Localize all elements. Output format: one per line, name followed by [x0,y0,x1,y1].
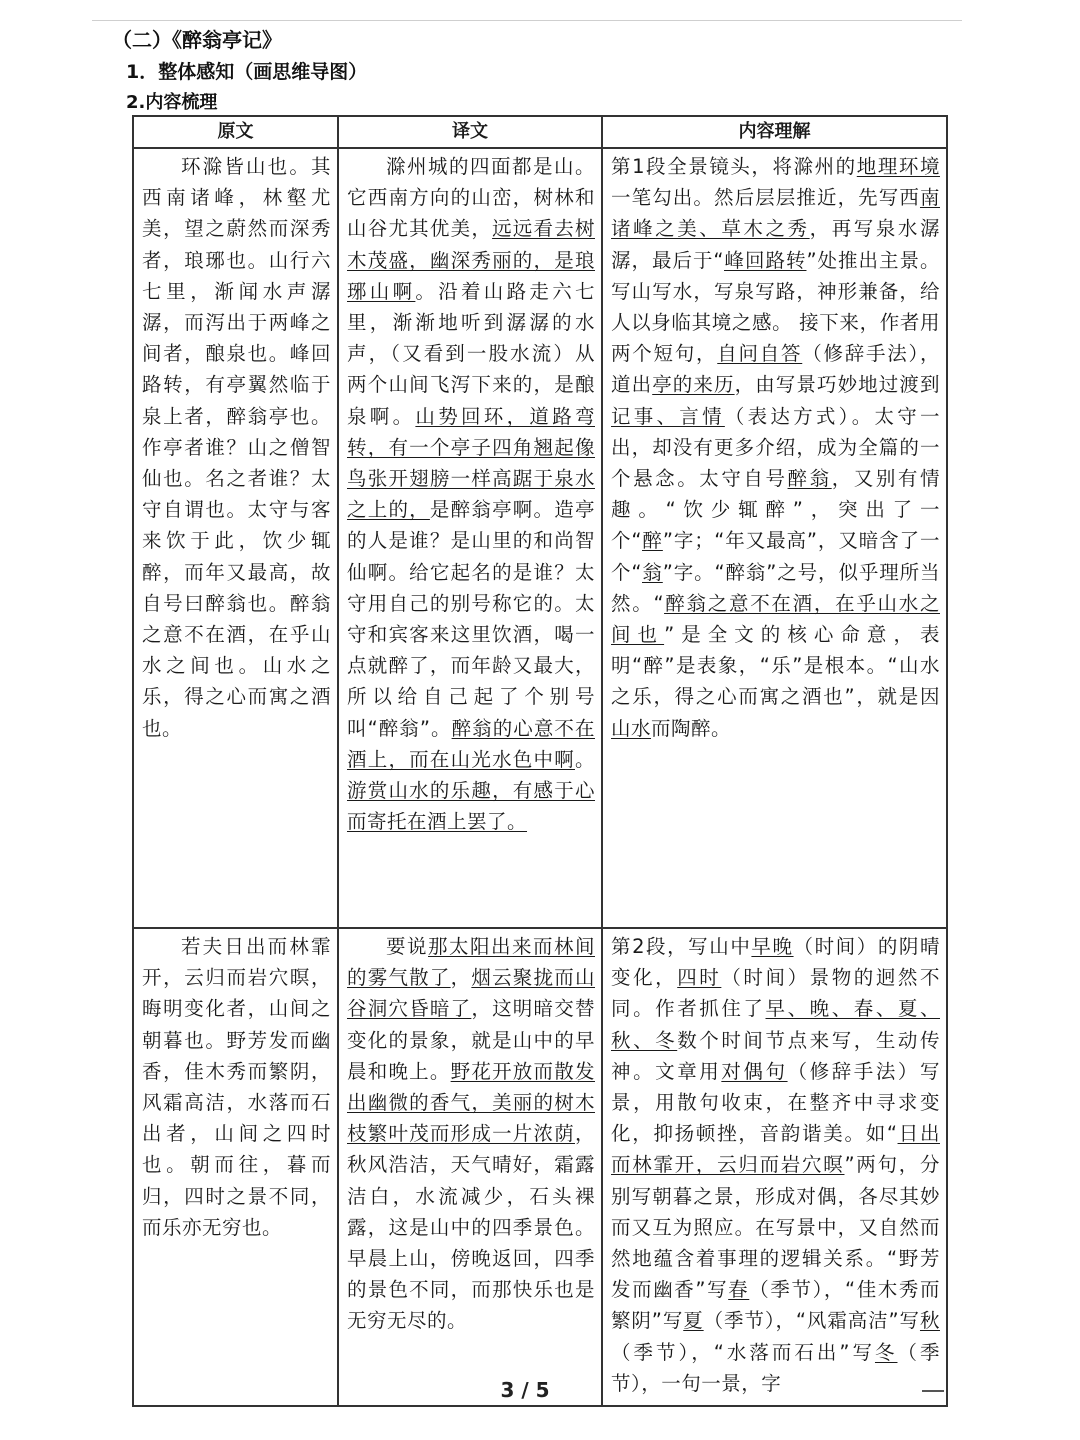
underlined-text: 亭的来历 [652,373,735,397]
cell-understanding [602,928,947,1406]
underlined-text: 醉翁之意不在酒，在乎山水之间也 [611,591,940,647]
text-segment: 数个时间节点来写，生动传神。文章用 [611,1028,940,1083]
table-header-row [133,116,947,148]
underlined-text: 那太阳出来而林间的雾气散了 [347,935,595,990]
text-segment: ”两句，分别写朝暮之景，形成对偶，各尽其妙而又互为照应。在写景中，又自然而然地蕴含着事理的逻辑关系。“野芳发而幽香”写 [611,1153,940,1302]
text-segment: ”是全文的核心命意，表明“醉”是表象，“乐”是根本。“山水之乐，得之心而寓之酒也”，就是因 [611,623,940,709]
text-segment: 一笔勾出。然后层层推近，先写西 [611,186,920,210]
text-segment: ”字。“醉翁”之号，似乎理所当然。“ [611,560,940,615]
text-segment: ，秋风浩洁，天气晴好，霜露洁白，水流减少，石头裸露，这是山中的四季景色。早晨上山，傍晚返回，四季的景色不同，而那快乐也是无穷无尽的。 [347,1122,595,1333]
header-translation: 译文 [338,116,602,148]
header-original: 原文 [133,116,338,148]
underlined-text: 秋 [919,1309,940,1333]
text-segment: 第2段，写山中 [611,935,752,958]
content-table [132,115,948,1407]
text-segment: ，又别有情趣。“饮少辄醉”，突出了一个“ [611,467,940,553]
text-segment: 。沿着山路走六七里，渐渐地听到潺潺的水声，（又看到一股水流）从两个山间飞泻下来的，是酿泉啊。 [347,279,595,428]
underlined-text: 翁 [642,560,663,584]
text-segment: （表达方式）。太守一出，却没有更多介绍，成为全篇的一个悬念。太守自号 [611,404,940,491]
understanding-text [603,929,946,1405]
underlined-text: 醉 [642,529,663,553]
text-segment: ，再写泉水潺潺，最后于“ [611,217,940,272]
page-number: 3 / 5 [500,1378,550,1402]
underlined-text: 日出而林霏开，云归而岩穴暝 [611,1122,940,1177]
text-segment: 是醉翁亭啊。造亭的人是谁？是山里的和尚智仙啊。给它起名的是谁？太守用自己的别号称它的。太守和宾客来这里饮酒，喝一点就醉了，而年龄又最大，所以给自己起了个别号叫“醉翁”。 [347,498,595,740]
translation-text [339,149,601,843]
underlined-text: 冬 [874,1340,898,1364]
underlined-text: 春 [728,1278,750,1302]
cell-original [133,928,338,1406]
text-segment: （时间）的阴晴变化， [611,935,940,990]
underlined-text: 野花开放而散发出幽微的香气，美丽的树木枝繁叶茂而形成一片浓荫 [347,1059,595,1146]
underlined-text: 对偶句 [721,1059,788,1083]
text-segment: （季节），一句一景，字 [611,1340,940,1395]
table-row [133,148,947,928]
table-row [133,928,947,1406]
underlined-text: 醉翁 [787,467,832,491]
subtitle-content: 2.内容梳理 [126,92,218,113]
text-segment: 要说 [386,935,428,958]
text-segment: ，由写景巧妙地过渡到 [734,373,940,397]
underlined-text: 早晚 [751,935,794,958]
underlined-text: 南诸峰之美、草木之秀 [611,186,940,241]
underlined-text: 地理环境 [856,155,940,178]
text-segment: ”处推出主景。写山写水，写泉写路，神形兼备，给人以身临其境之感。 接下来，作者用两个短句， [611,248,940,366]
corner-mark [922,1390,944,1392]
underlined-text: 自问自答 [717,342,803,366]
text-segment: （季节），“风霜高洁”写 [703,1309,920,1333]
cell-original [133,148,338,928]
text-segment: 第1段全景镜头，将滁州的 [611,155,857,178]
text-segment: 滁州城的四面都是山。它西南方向的山峦，树林和山谷尤其优美， [347,155,595,241]
underlined-text: 醉翁的心意不在酒上，而在山光水色中啊 [347,716,595,771]
text-segment: ， [450,966,472,990]
text-segment: 。 [574,747,595,771]
text-segment: 而陶醉。 [651,716,732,740]
underlined-text: 游赏山水的乐趣，有感于心而寄托在酒上罢了。 [347,779,595,834]
underlined-text: 四时 [677,966,722,990]
text-segment: ”字；“年又最高”，又暗含了一个“ [611,529,940,584]
header-understanding: 内容理解 [602,116,947,148]
original-text: 若夫日出而林霏开，云归而岩穴暝，晦明变化者，山间之朝暮也。野芳发而幽香，佳木秀而繁阴，风霜高洁，水落而石出者，山间之四时也。朝而往，暮而归，四时之景不同，而乐亦无穷也。 [142,935,331,1239]
underlined-text: 记事、言情 [611,404,725,428]
text-segment: （时间）景物的迥然不同。作者抓住了 [611,966,940,1021]
top-divider [92,20,962,21]
text-segment: （季节），“佳木秀而繁阴”写 [611,1278,940,1333]
underlined-text: 烟云聚拢而山谷洞穴昏暗了 [347,966,595,1021]
underlined-text: 夏 [683,1309,704,1333]
underlined-text: 早、晚、春、夏、秋、冬 [611,997,940,1052]
underlined-text: 远远看去树木茂盛，幽深秀丽的，是琅琊山啊 [347,217,595,303]
cell-translation [338,148,602,928]
original-text: 环滁皆山也。其西南诸峰，林壑尤美，望之蔚然而深秀者，琅琊也。山行六七里，渐闻水声潺潺，而泻出于两峰之间者，酿泉也。峰回路转，有亭翼然临于泉上者，醉翁亭也。作亭者谁？山之僧智仙也。名之者谁？太守自谓也。太守与客来饮于此，饮少辄醉，而年又最高，故自号曰醉翁也。醉翁之意不在酒，在乎山水之间也。山水之乐，得之心而寓之酒也。 [142,155,331,740]
underlined-text: 山水 [611,716,652,740]
text-segment: （修辞手法），道出 [611,342,940,397]
cell-understanding [602,148,947,928]
understanding-text [603,149,946,750]
cell-translation [338,928,602,1406]
subtitle-overview: 1．整体感知（画思维导图） [126,61,368,83]
translation-text [339,929,601,1343]
text-segment: （季节），“水落而石出”写 [611,1340,875,1364]
text-segment: （修辞手法）写景，用散句收束，在整齐中寻求变化，抑扬顿挫，音韵谐美。如“ [611,1059,940,1146]
text-segment: ，这明暗交替变化的景象，就是山中的早晨和晚上。 [347,997,595,1083]
underlined-text: 峰回路转 [724,248,807,272]
underlined-text: 山势回环，道路弯转，有一个亭子四角翘起像鸟张开翅膀一样高踞于泉水之上的， [347,404,595,522]
section-title: （二）《醉翁亭记》 [112,28,282,52]
